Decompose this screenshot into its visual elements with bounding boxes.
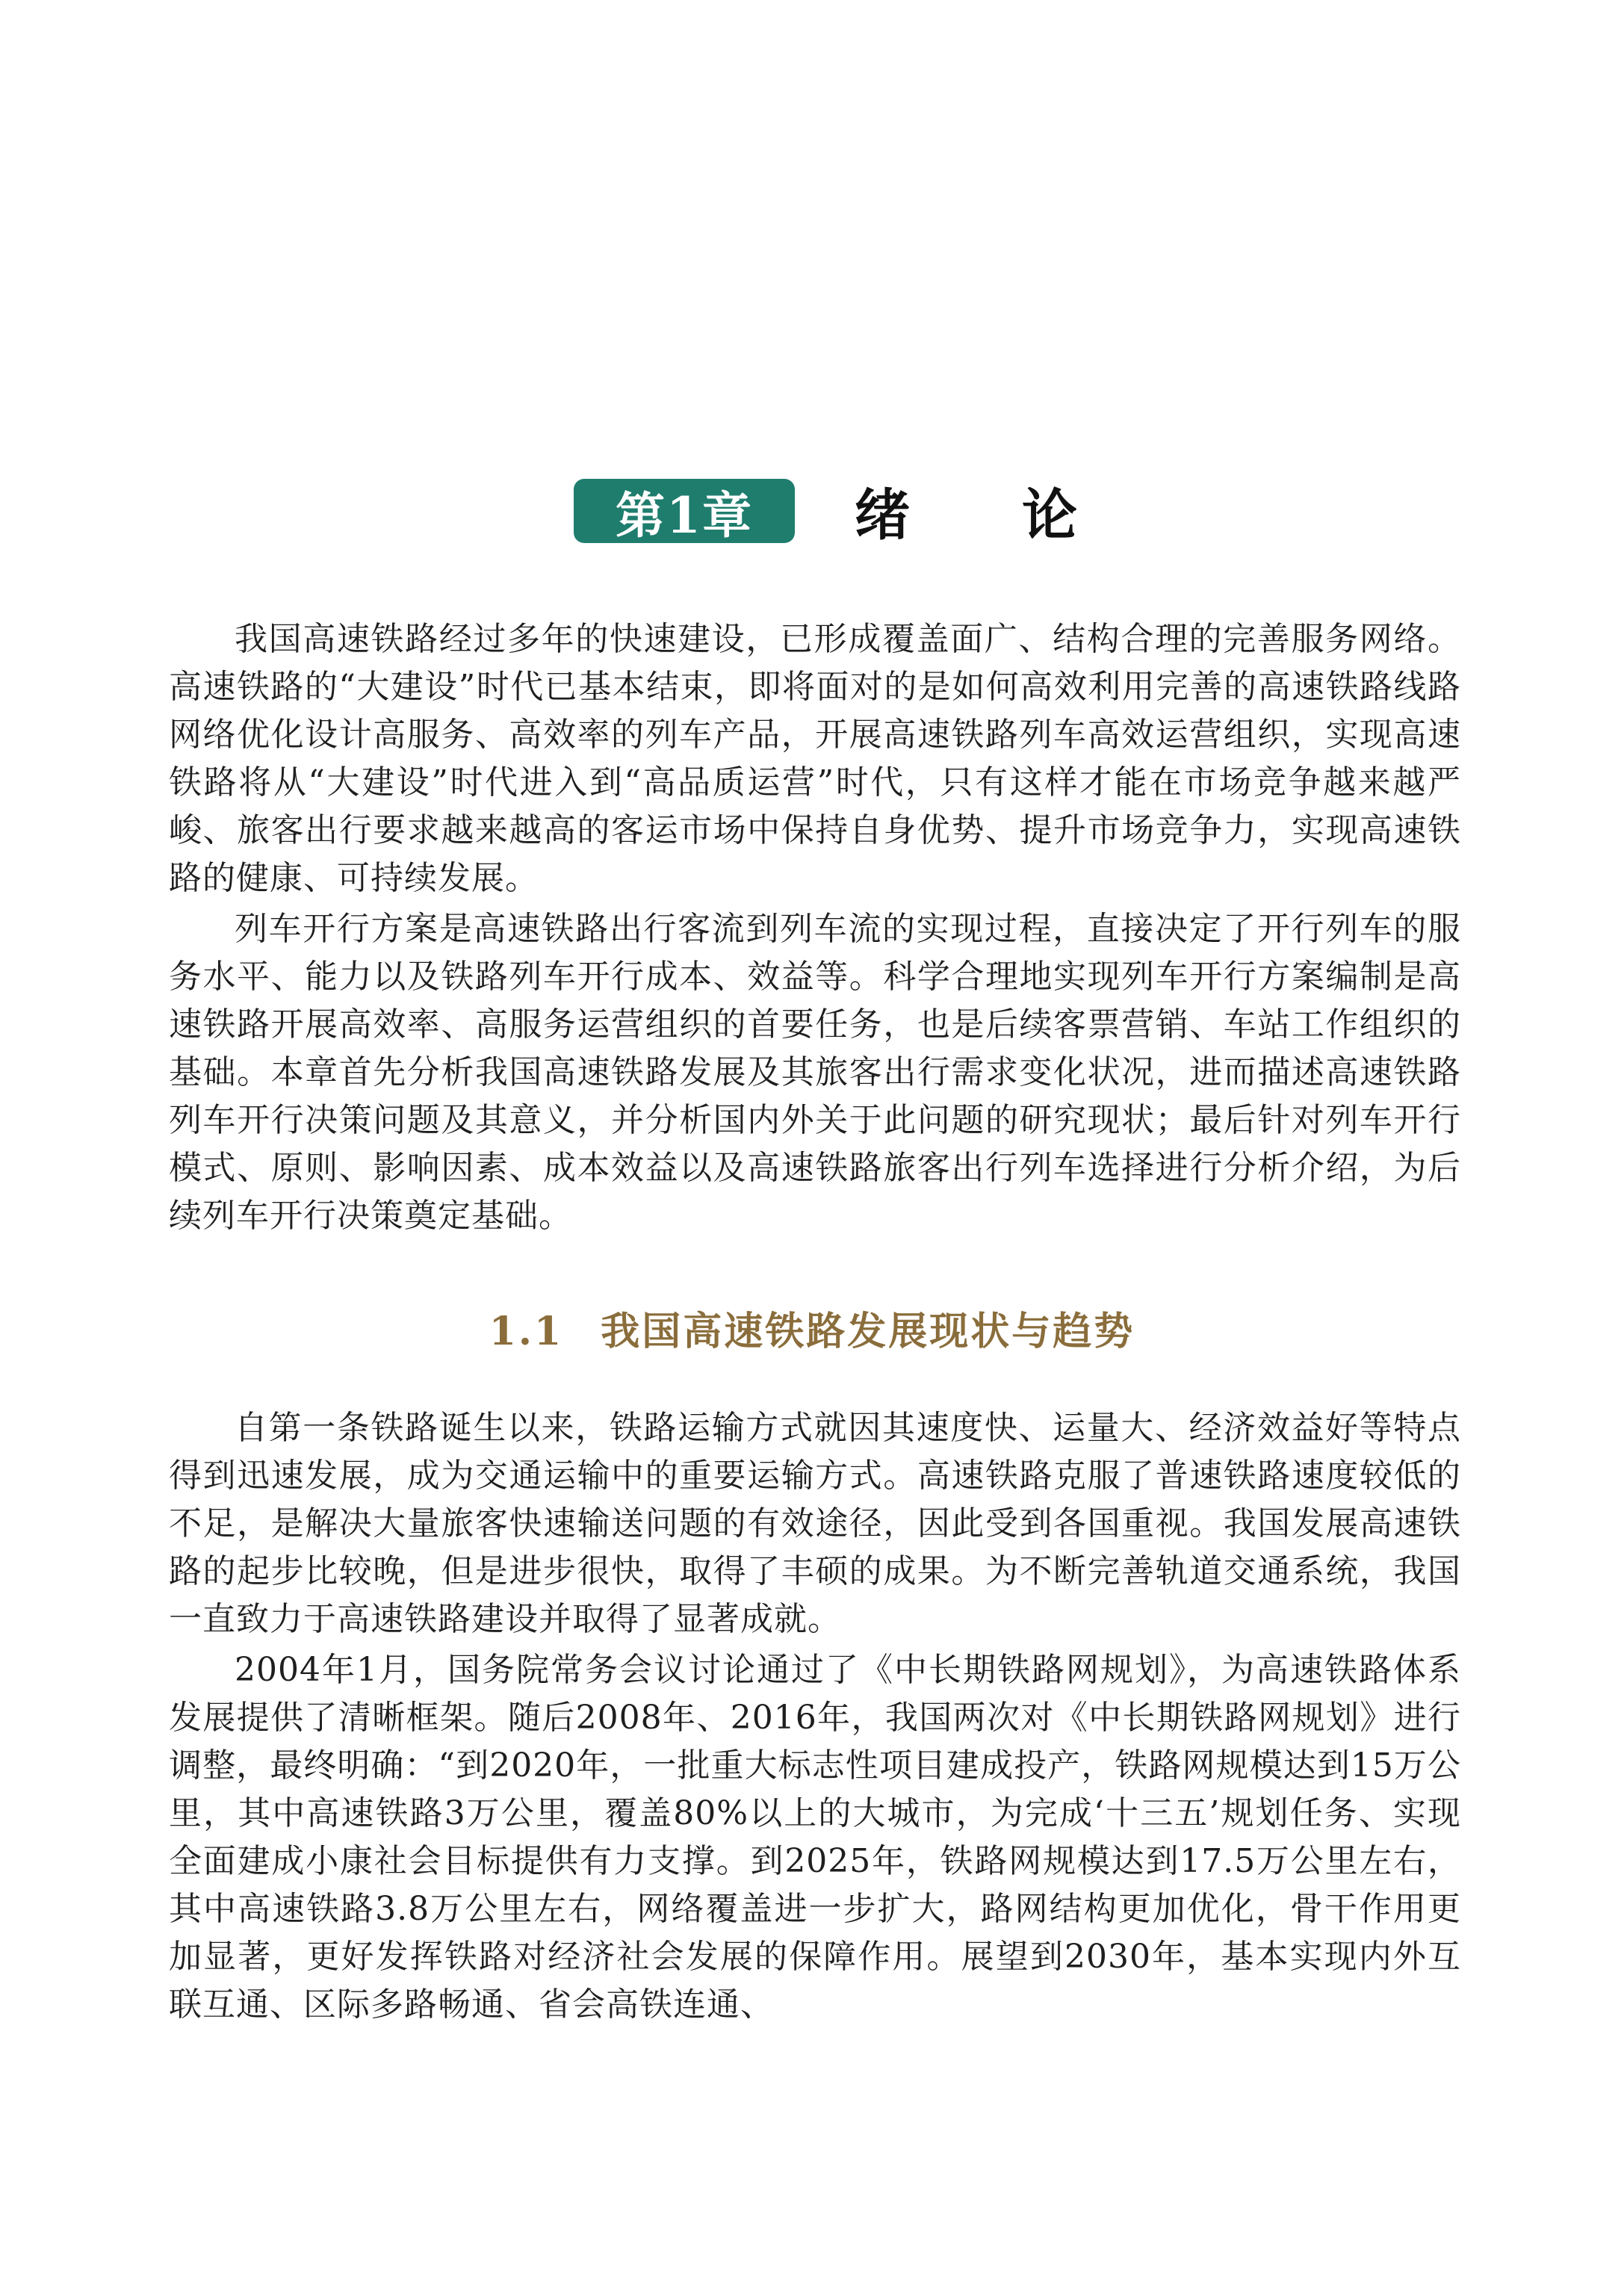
chapter-title: 绪论 [855, 483, 1189, 548]
paragraph: 我国高速铁路经过多年的快速建设，已形成覆盖面广、结构合理的完善服务网络。高速铁路的“大建设”时代已基本结束，即将面对的是如何高效利用完善的高速铁路线路网络优化设计高服务、高效率的列车产品，开展高速铁路列车高效运营组织，实现高速铁路将从“大建设”时代进入到“高品质运营”时代，只有这样才能在市场竞争越来越严峻、旅客出行要求越来越高的客运市场中保持自身优势、提升市场竞争力，实现高速铁路的健康、可持续发展。 [169, 620, 1461, 897]
paragraph: 自第一条铁路诞生以来，铁路运输方式就因其速度快、运量大、经济效益好等特点得到迅速发展，成为交通运输中的重要运输方式。高速铁路克服了普速铁路速度较低的不足，是解决大量旅客快速输送问题的有效途径，因此受到各国重视。我国发展高速铁路的起步比较晚，但是进步很快，取得了丰硕的成果。为不断完善轨道交通系统，我国一直致力于高速铁路建设并取得了显著成就。 [169, 1409, 1461, 1638]
paragraph: 列车开行方案是高速铁路出行客流到列车流的实现过程，直接决定了开行列车的服务水平、能力以及铁路列车开行成本、效益等。科学合理地实现列车开行方案编制是高速铁路开展高效率、高服务运营组织的首要任务，也是后续客票营销、车站工作组织的基础。本章首先分析我国高速铁路发展及其旅客出行需求变化状况，进而描述高速铁路列车开行决策问题及其意义，并分析国内外关于此问题的研究现状；最后针对列车开行模式、原则、影响因素、成本效益以及高速铁路旅客出行列车选择进行分析介绍，为后续列车开行决策奠定基础。 [169, 910, 1461, 1235]
section-body [169, 1404, 1461, 2032]
chapter-intro [169, 616, 1461, 1243]
section-heading [0, 1300, 1624, 1356]
chapter-heading [574, 475, 1189, 547]
chapter-number-badge: 第1章 [574, 479, 795, 543]
section-title: 我国高速铁路发展现状与趋势 [601, 1309, 1135, 1354]
section-number: 1.1 [489, 1309, 564, 1354]
paragraph: 2004年1月，国务院常务会议讨论通过了《中长期铁路网规划》，为高速铁路体系发展提供了清晰框架。随后2008年、2016年，我国两次对《中长期铁路网规划》进行调整，最终明确：“到2020年，一批重大标志性项目建成投产，铁路网规模达到15万公里，其中高速铁路3万公里，覆盖80%以上的大城市，为完成‘十三五’规划任务、实现全面建成小康社会目标提供有力支撑。到2025年，铁路网规模达到17.5万公里左右，其中高速铁路3.8万公里左右，网络覆盖进一步扩大，路网结构更加优化，骨干作用更加显著，更好发挥铁路对经济社会发展的保障作用。展望到2030年，基本实现内外互联互通、区际多路畅通、省会高铁连通、 [169, 1651, 1461, 2024]
